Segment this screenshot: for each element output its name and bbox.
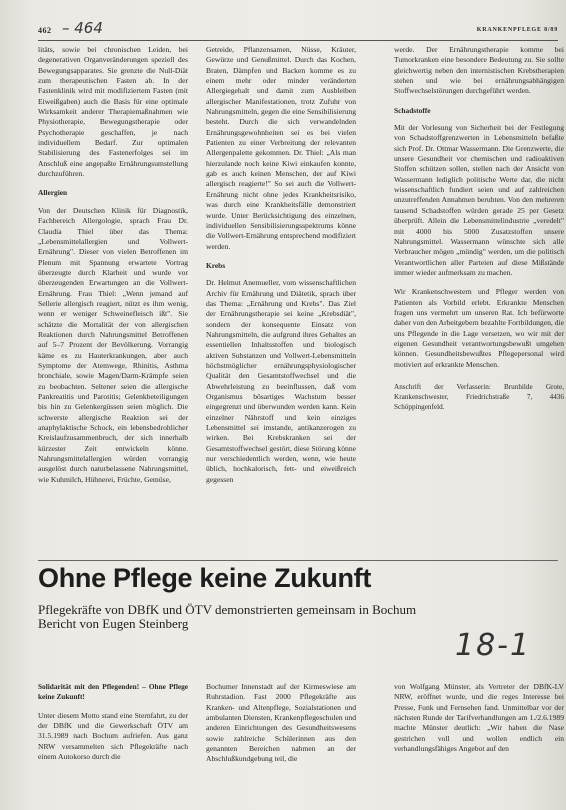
paragraph: Unter diesem Motto stand eine Sternfahrt, zu der der DBfK und die Gewerkschaft ÖTV am 31.5.1989 nach Bochum aufriefen. Aus ganz NRW versammelten sich Pflegekräfte nach einem Autokorso durch die bbox=[38, 710, 188, 762]
section-heading-allergien: Allergien bbox=[38, 188, 68, 198]
article-column-1 bbox=[38, 682, 188, 762]
page-number: 462 bbox=[38, 26, 52, 35]
paragraph: Dr. Helmut Anemueller, vom wissenschaftlichen Archiv für Ernährung und Diätetik, sprach über das Thema: „Ernährung und Krebs". Das Ziel der Ernährungstherapie sei keine „Krebsdiät", sondern der konsequente Einsatz von Nahrungsmitteln, die aufgrund ihres Gehaltes an essentiellen Inhaltsstoffen und biologisch aktiven Substanzen und Vollwert-Lebensmitteln höchstmöglicher ernährungsphysiologischer Qualität den Gesamtstoffwechsel und die Abwehrleistung zu beeinflussen, daß vom Organismus bösartiges Wachstum besser eingegrenzt und überwunden werden kann. Kein einzelner Nährstoff und kein einziges Lebensmittel sei imstande, antikanzerogen zu wirken. Bei Krebskranken sei der Gesamtstoffwechsel gestört, diese Störung könne nur verschiedentlich werden, wenn, wie heute üblich, hochkalorisch, fett- und eiweißreich gegessen bbox=[206, 278, 356, 484]
text-column-3 bbox=[394, 45, 564, 412]
article-lead: Solidarität mit den Pflegenden! – Ohne Pflege keine Zukunft! bbox=[38, 682, 188, 702]
article-headline: Ohne Pflege keine Zukunft bbox=[38, 563, 372, 593]
section-heading-schadstoffe: Schadstoffe bbox=[394, 105, 431, 115]
paragraph: Bochumer Innenstadt auf der Kirmeswiese am Ruhrstadion. Fast 2000 Pflegekräfte aus Kranken- und Altenpflege, Sozialstationen und ambulanten Diensten, Krankenpflegeschulen und anderen Einrichtungen des Gesundheitswesens sowie zahlreiche Schülerinnen aus den genannten Bereichen nahmen an der Abschlußkundgebung teil, die bbox=[206, 682, 356, 764]
paragraph: werde. Der Ernährungstherapie komme bei Tumorkranken eine besondere Bedeutung zu. Sie sollte gleichwertig neben den internistischen Krebstherapien stehen und wie bei ernährungsabhängigen Stoffwechselstörungen durchgeführt werden. bbox=[394, 45, 564, 96]
paragraph: Von der Deutschen Klinik für Diagnostik, Fachbereich Allergologie, sprach Frau Dr. Claudia Thiel über das Thema: „Lebensmittelallergien und Vollwert-Ernährung". Dieser von vielen Betroffenen im Plenum mit Spannung erwartete Vortrag überzeugte durch Klarheit und wurde vor überzeugenden Erwartungen an die Vollwert-Ernährung. Frau Thiel: „Wenn jemand auf Sellerie allergisch reagiert, nützt es ihm wenig, wenn er weniger Schweinefleisch ißt". Sie schätzte die Mortalität der von allergischen Reaktionen durch Nahrungsmittel Betroffenen auf 5–7 Prozent der Bevölkerung. Vorrangig käme es zu Hauterkrankungen, aber auch Symptome der Atemwege, Rhinitis, Asthma bronchiale, sowie Magen/Darm-Krämpfe seien zu beobachten. Seltener seien die allergische Pankreatitis und Parotitis; Gelenkbeteiligungen bis hin zu Gelenkergüssen seien möglich. Die schwerste allergische Reaktion sei der anaphylaktische Schock, ein lebensbedrohlicher Kreislaufzusammenbruch, der sich innerhalb kürzester Zeit entwickeln könne. Nahrungsmittelallergien würden vorrangig ausgelöst durch naturbelassene Nahrungsmittel, wie Kuhmilch, Hühnerei, Früchte, Gemüse, bbox=[38, 205, 188, 484]
section-heading-krebs: Krebs bbox=[206, 260, 226, 270]
article-column-2 bbox=[206, 682, 356, 765]
paragraph: von Wolfgang Münster, als Vertreter der DBfK-LV NRW, eröffnet wurde, und die reges Interesse bei Presse, Funk und Fernsehen fand. Unmittelbar vor der nächsten Runde der Tarifverhandlungen am 1./2.6.1989 machte Münster deutlich: „Wir haben die Nase gestrichen voll und wollen endlich ein verhandlungsfähiges Angebot auf den bbox=[394, 682, 564, 754]
byline: Bericht von Eugen Steinberg bbox=[38, 616, 189, 631]
section-rule bbox=[38, 560, 558, 561]
article-column-3 bbox=[394, 682, 564, 754]
journal-name: KRANKENPFLEGE 8/89 bbox=[476, 27, 558, 33]
paragraph: Mit der Vorlesung von Sicherheit bei der Festlegung von Schadstoffgrenzwerten in Lebensmitteln befaßte sich Prof. Dr. Ottmar Wassermann. Die Grenzwerte, die unsere Gesundheit vor chemischen und radioaktiven Stoffen schützen sollen, stellen nach der Ansicht von Wassermann lediglich politische Werte dar, die nicht wissenschaftlich fundiert seien und auf zahlreichen unzutreffenden Annahmen beruhten. Von den mehreren tausend Schadstoffen würden gerade 25 per Gesetz überprüft. Allein die Lebensmittelindustrie „veredelt" mit 4000 bis 5000 Zusatzstoffen unsere Nahrungsmittel. Wassermann wünschte sich alle Verbraucher mögen „mündig" werden, um die politisch Verantwortlichen aller Parteien auf diese Mißstände immer wieder aufmerksam zu machen. bbox=[394, 123, 564, 277]
handwritten-mark: 18-1 bbox=[455, 628, 532, 663]
article-subhead bbox=[38, 603, 416, 631]
text-column-2 bbox=[206, 45, 356, 485]
paragraph: Getreide, Pflanzensamen, Nüsse, Kräuter, Gewürze und Genußmittel. Durch das Kochen, Braten, Dämpfen und Backen komme es zu einem mehr oder minder veränderten Allergiegehalt und damit zum Ausbleiben allergischer Manifestationen, trotz Zufuhr von Nahrungsmitteln, gegen die eine Sensibilisierung besteht. Durch die sich verwandelnden Ernährungsgewohnheiten sei es bei vielen Patienten zu einer Verbreitung der relevanten Allergenpalette gekommen. Dr. Thiel: „Als man hierzulande noch keine Kiwi einkaufen konnte, gab es auch keinen Menschen, der auf Kiwi allergisch reagierte!" So sei auch die Vollwert-Ernährung nicht ohne jedes Krankheitsrisiko, was durch eine Krankheitsfälle demonstriert wurde. Unter Berücksichtigung des einzelnen, individuellen Sensibilisierungsspektrums könne die Vollwert-Ernährung entsprechend modifiziert werden. bbox=[206, 45, 356, 251]
handwritten-page-note: – 464 bbox=[62, 19, 103, 37]
text-column-1 bbox=[38, 45, 188, 485]
page-header bbox=[38, 19, 558, 38]
paragraph: Wir Krankenschwestern und Pfleger werden von Patienten als Vorbild erlebt. Erkrankte Menschen fragen uns vermehrt um unseren Rat. Ich befürworte daher von den Arbeitgebern bezahlte Fortbildungen, die uns Pflegende in die Lage versetzen, wo wir mit der eigenen Gesundheit verantwortungsbewußt umgehen können. Gesundheitsbewußtes Pflegepersonal wird motiviert auf erkrankte Menschen. bbox=[394, 287, 564, 369]
subhead-line: Pflegekräfte von DBfK und ÖTV demonstrierten gemeinsam in Bochum bbox=[38, 602, 417, 617]
header-rule bbox=[38, 40, 558, 41]
paragraph: litäts, sowie bei chronischen Leiden, bei degenerativen Organveränderungen speziell des Bewegungsapparates. Sie grenzte die Null-Diät zum therapeutischen Fasten ab. In der Fastenklinik wird mit modifiziertem Fasten (mit Eiweißgaben) auch die Basis für eine optimale Wirksamkeit anderer Therapiemaßnahmen wie Physiotherapie, Bewegungstherapie oder Psychotherapie geschaffen, je nach individuellem Bedarf. Zur optimalen Stabilisierung des Fastenerfolges sei im Anschluß eine angepaßte Ernährungsumstellung durchzuführen. bbox=[38, 45, 188, 179]
author-address: Anschrift der Verfasserin: Brunhilde Grote, Krankenschwester, Friedrichstraße 7, 4436 Schöppingenfeld. bbox=[394, 382, 564, 411]
